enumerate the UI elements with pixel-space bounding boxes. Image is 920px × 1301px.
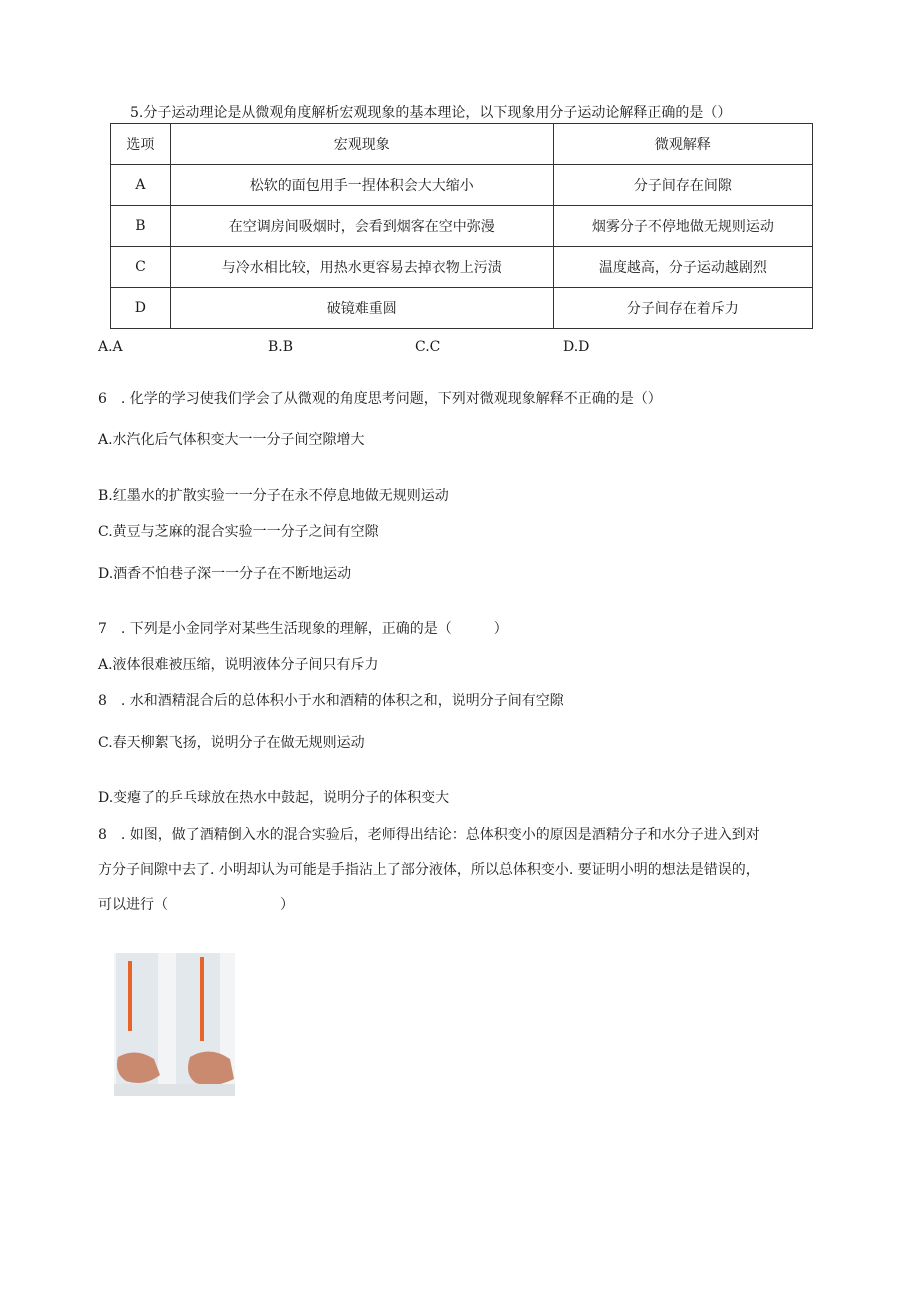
q7-stem: 7 . 下列是小金同学对某些生活现象的理解，正确的是（ ）: [98, 621, 508, 637]
q6-option-d: D.酒香不怕巷子深一一分子在不断地运动: [98, 566, 352, 582]
option-a: A.A: [98, 339, 123, 355]
tubes-illustration: [114, 953, 235, 1096]
option-c: C.C: [415, 339, 441, 355]
q7-option-b: 8 . 水和酒精混合后的总体积小于水和酒精的体积之和，说明分子间有空隙: [98, 693, 564, 709]
table-row: [111, 165, 813, 206]
table-cell: 分子间存在间隙: [553, 165, 812, 206]
q5-table: [110, 123, 813, 329]
q6-option-c: C.黄豆与芝麻的混合实验一一分子之间有空隙: [98, 524, 379, 540]
table-cell: D: [111, 288, 171, 329]
q6-option-b: B.红墨水的扩散实验一一分子在永不停息地做无规则运动: [98, 488, 449, 504]
q6-stem: 6 . 化学的学习使我们学会了从微观的角度思考问题，下列对微观现象解释不正确的是（）: [98, 391, 662, 407]
experiment-photo: [114, 953, 235, 1096]
q5-stem: 5.分子运动理论是从微观角度解析宏观现象的基本理论，以下现象用分子运动论解释正确的是（）: [130, 105, 732, 121]
q8-stem-line1: 8 . 如图，做了酒精倒入水的混合实验后，老师得出结论：总体积变小的原因是酒精分子和水分子进入到对: [98, 827, 760, 843]
table-cell: 烟雾分子不停地做无规则运动: [553, 206, 812, 247]
table-cell: A: [111, 165, 171, 206]
table-header-cell: 选项: [111, 124, 171, 165]
table-row: [111, 288, 813, 329]
table-cell: 温度越高，分子运动越剧烈: [553, 247, 812, 288]
table-cell: 在空调房间吸烟时，会看到烟客在空中弥漫: [170, 206, 553, 247]
table-cell: B: [111, 206, 171, 247]
table-header-cell: 宏观现象: [170, 124, 553, 165]
q7-option-a: A.液体很难被压缩，说明液体分子间只有斥力: [98, 657, 379, 673]
q5-options: [98, 339, 698, 359]
left-liquid-column: [128, 961, 132, 1031]
q7-option-c: C.春天柳絮飞扬，说明分子在做无规则运动: [98, 735, 365, 751]
table-header-row: [111, 124, 813, 165]
table-row: [111, 247, 813, 288]
table-header-cell: 微观解释: [553, 124, 812, 165]
table-row: [111, 206, 813, 247]
table-cell: 松软的面包用手一捏体积会大大缩小: [170, 165, 553, 206]
q8-stem-line3: 可以进行（ ）: [98, 897, 294, 913]
table-cell: 分子间存在着斥力: [553, 288, 812, 329]
q7-option-d: D.变瘪了的乒乓球放在热水中鼓起，说明分子的体积变大: [98, 790, 450, 806]
table-cell: 破镜难重圆: [170, 288, 553, 329]
option-d: D.D: [563, 339, 590, 355]
option-b: B.B: [268, 339, 294, 355]
q6-option-a: A.水汽化后气体积变大一一分子间空隙增大: [98, 432, 365, 448]
table-cell: C: [111, 247, 171, 288]
table-cell: 与冷水相比较，用热水更容易去掉衣物上污渍: [170, 247, 553, 288]
right-liquid-column: [200, 957, 204, 1041]
q8-stem-line2: 方分子间隙中去了. 小明却认为可能是手指沾上了部分液体，所以总体积变小. 要证明小明的想法是错误的，: [98, 862, 760, 878]
